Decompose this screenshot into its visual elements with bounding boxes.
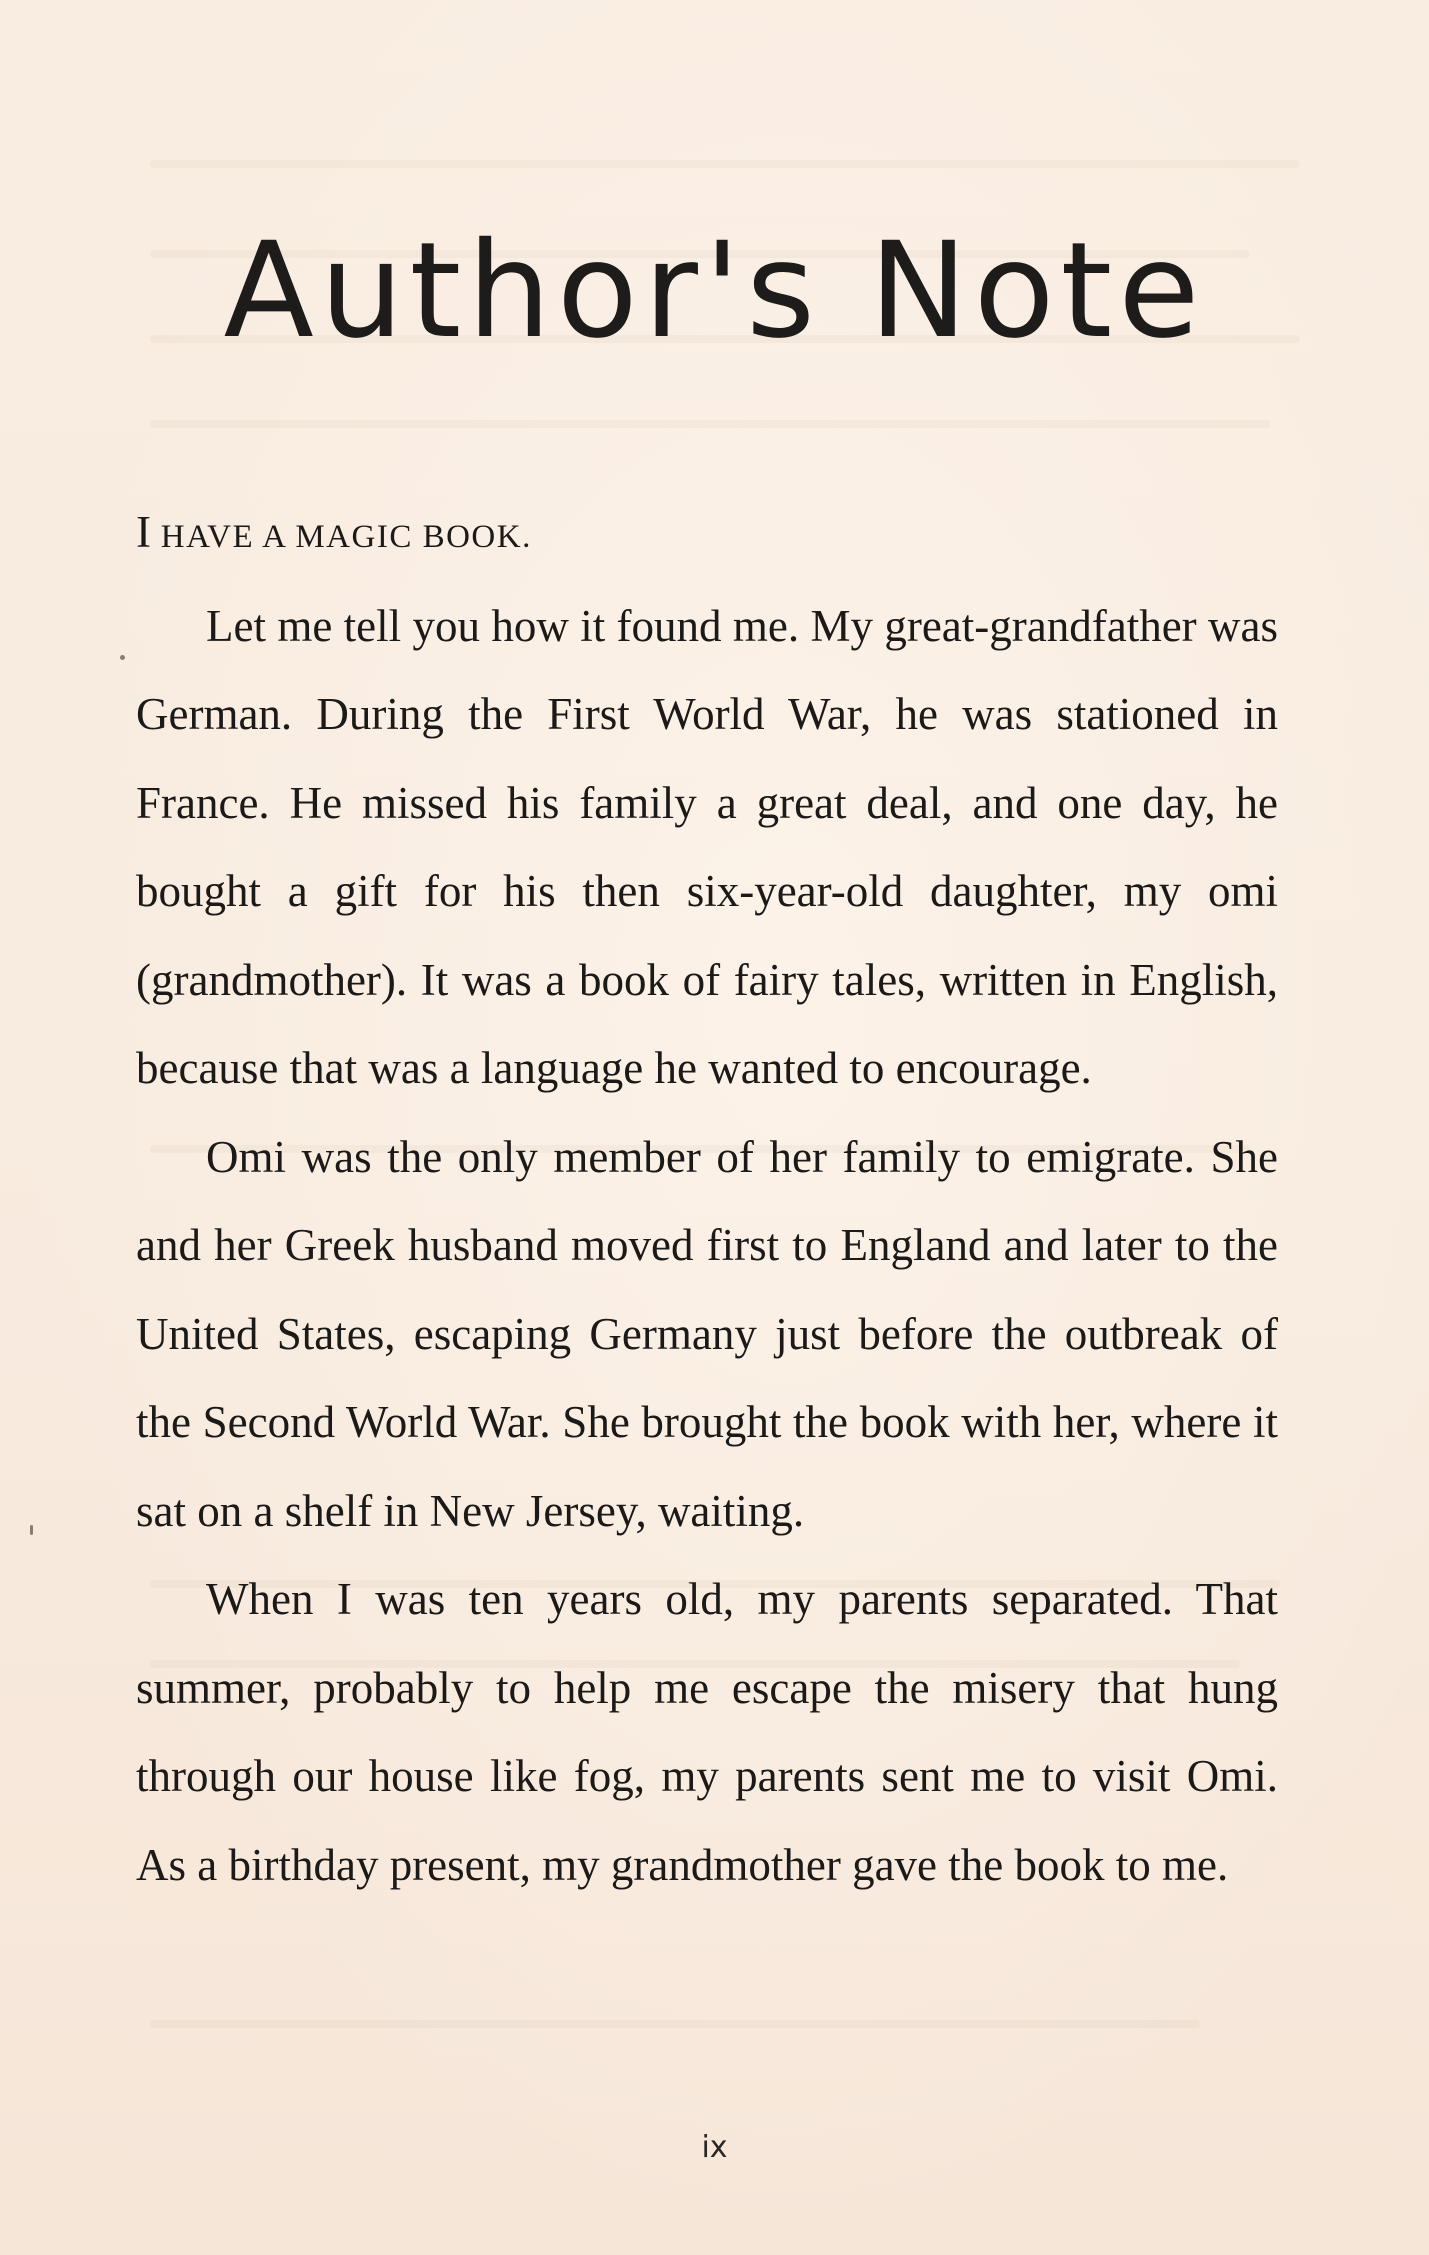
opening-line [136, 488, 1278, 582]
print-speck [30, 1525, 33, 1535]
page-number: ix [701, 2130, 728, 2165]
body-text [136, 488, 1278, 1909]
paragraph-3: When I was ten years old, my parents separated. That summer, probably to help me escape the misery that hung through our house like fog, my parents sent me to visit Omi. As a birthday present, my grandmother gave the book to me. [136, 1574, 1278, 1890]
show-through-line [150, 2020, 1200, 2028]
page-title: Author's Note [223, 214, 1206, 368]
show-through-line [150, 160, 1300, 168]
show-through-line [150, 420, 1270, 428]
opening-small-caps: HAVE A MAGIC BOOK. [151, 519, 532, 555]
print-speck [120, 655, 125, 660]
opening-initial: I [136, 507, 151, 557]
paragraph-2: Omi was the only member of her family to emigrate. She and her Greek husband moved first to England and later to the United States, escaping Germany just before the outbreak of the Second World War. She brought the book with her, where it sat on a shelf in New Jersey, waiting. [136, 1131, 1278, 1536]
paragraph-1: Let me tell you how it found me. My great-grandfather was German. During the First World War, he was stationed in France. He missed his family a great deal, and one day, he bought a gift for his then six-year-old daughter, my omi (grandmother). It was a book of fairy tales, written in English, because that was a language he wanted to encourage. [136, 600, 1278, 1093]
